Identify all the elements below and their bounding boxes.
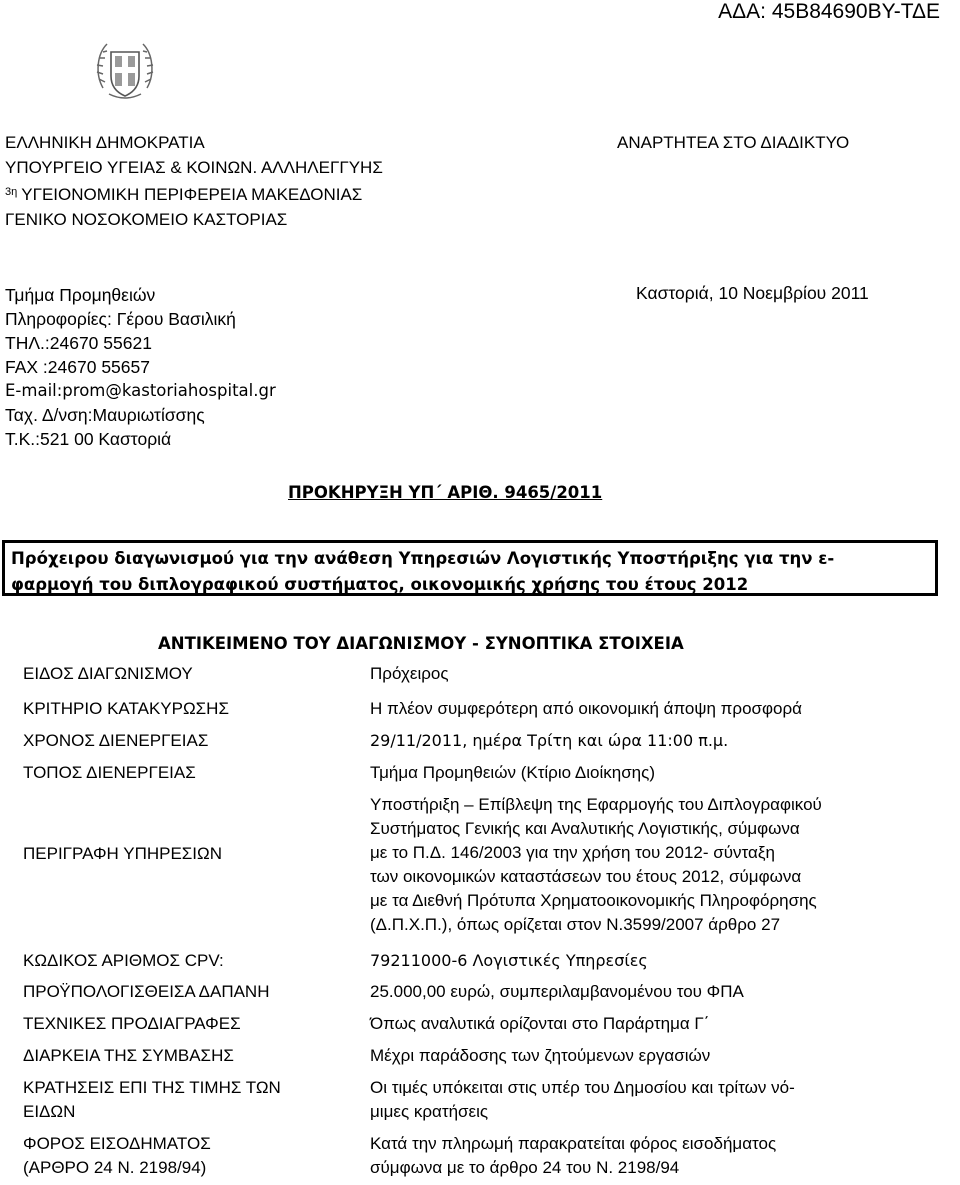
row-label-line: ΠΡΟΫΠΟΛΟΓΙΣΘΕΙΣΑ ΔΑΠΑΝΗ	[23, 982, 270, 1001]
row-value-line: Συστήματος Γενικής και Αναλυτικής Λογιστικής, σύμφωνα	[370, 819, 800, 838]
row-label	[23, 842, 222, 866]
header-line-4: ΓΕΝΙΚΟ ΝΟΣΟΚΟΜΕΙΟ ΚΑΣΤΟΡΙΑΣ	[5, 210, 288, 229]
region-prefix: 3η	[5, 186, 18, 198]
header-line-3: $^{3\eta}$ ΥΓΕΙΟΝΟΜΙΚΗ ΠΕΡΙΦΕΡΕΙΑ ΜΑΚΕΔΟΝΙΑΣ	[5, 185, 363, 204]
row-value-line: Η πλέον συμφερότερη από οικονομική άποψη προσφορά	[370, 699, 803, 718]
row-label-line: ΚΡΑΤΗΣΕΙΣ ΕΠΙ ΤΗΣ ΤΙΜΗΣ ΤΩΝ	[23, 1078, 281, 1097]
row-value-line: 25.000,00 ευρώ, συμπεριλαμβανομένου του ΦΠΑ	[370, 982, 744, 1001]
row-value-line: 79211000-6 Λογιστικές Υπηρεσίες	[370, 951, 648, 970]
publish-online-note: ΑΝΑΡΤΗΤΕΑ ΣΤΟ ΔΙΑΔΙΚΤΥΟ	[617, 133, 850, 152]
row-value-line: μιμες κρατήσεις	[370, 1102, 489, 1121]
row-value	[370, 980, 744, 1004]
row-label-line: ΔΙΑΡΚΕΙΑ ΤΗΣ ΣΥΜΒΑΣΗΣ	[23, 1046, 234, 1065]
header-line-2: ΥΠΟΥΡΓΕΙΟ ΥΓΕΙΑΣ & ΚΟΙΝΩΝ. ΑΛΛΗΛΕΓΓΥΗΣ	[5, 158, 383, 177]
row-label	[23, 949, 224, 973]
greek-emblem-icon	[93, 38, 157, 104]
row-value-line: των οικονομικών καταστάσεων του έτους 2012, σύμφωνα	[370, 867, 802, 886]
row-label	[23, 761, 196, 785]
row-value	[370, 949, 648, 973]
row-label-line: ΦΟΡΟΣ ΕΙΣΟΔΗΜΑΤΟΣ	[23, 1134, 211, 1153]
row-label	[23, 1012, 241, 1036]
row-value-line: Υποστήριξη – Επίβλεψη της Εφαρμογής του Διπλογραφικού	[370, 795, 822, 814]
row-value	[370, 662, 449, 686]
row-value	[370, 793, 822, 937]
row-label	[23, 980, 269, 1004]
row-value	[370, 761, 655, 785]
postal-code: Τ.Κ.:521 00 Καστοριά	[5, 429, 172, 449]
proclamation-number: ΠΡΟΚΗΡΥΞΗ ΥΠ΄ ΑΡΙΘ. 9465/2011	[288, 483, 603, 502]
ada-code: ΑΔΑ: 45Β84690ΒΥ-ΤΔΕ	[718, 0, 940, 23]
row-label	[23, 729, 208, 753]
row-label-line: ΚΡΙΤΗΡΙΟ ΚΑΤΑΚΥΡΩΣΗΣ	[23, 699, 229, 718]
row-label	[23, 1132, 211, 1180]
row-value	[370, 697, 802, 721]
postal-address: Ταχ. Δ/νση:Μαυριωτίσσης	[5, 405, 205, 425]
email: E-mail:prom@kastoriahospital.gr	[5, 381, 276, 400]
row-label	[23, 697, 229, 721]
document-date: Καστοριά, 10 Νοεμβρίου 2011	[636, 283, 869, 303]
telephone: ΤΗΛ.:24670 55621	[5, 333, 152, 353]
contact-info	[5, 283, 276, 451]
row-value-line: με τα Διεθνή Πρότυπα Χρηματοοικονομικής Πληροφόρησης	[370, 891, 817, 910]
row-label-line: (ΑΡΘΡΟ 24 Ν. 2198/94)	[23, 1158, 207, 1177]
tender-title-line-1: Πρόχειρου διαγωνισμού για την ανάθεση Υπηρεσιών Λογιστικής Υποστήριξης για την ε-	[11, 549, 835, 568]
header-line-1: ΕΛΛΗΝΙΚΗ ΔΗΜΟΚΡΑΤΙΑ	[5, 133, 205, 152]
fax: FAX :24670 55657	[5, 357, 150, 377]
row-value-line: σύμφωνα με το άρθρο 24 του Ν. 2198/94	[370, 1158, 680, 1177]
row-label	[23, 1044, 234, 1068]
subject-heading: ΑΝΤΙΚΕΙΜΕΝΟ ΤΟΥ ΔΙΑΓΩΝΙΣΜΟΥ - ΣΥΝΟΠΤΙΚΑ ΣΤΟΙΧΕΙΑ	[158, 634, 684, 653]
row-value-line: Οι τιμές υπόκειται στις υπέρ του Δημοσίου και τρίτων νό-	[370, 1078, 795, 1097]
row-value-line: Μέχρι παράδοσης των ζητούμενων εργασιών	[370, 1046, 711, 1065]
row-label-line: ΕΙΔΟΣ ΔΙΑΓΩΝΙΣΜΟΥ	[23, 664, 193, 683]
row-label-line: ΧΡΟΝΟΣ ΔΙΕΝΕΡΓΕΙΑΣ	[23, 731, 209, 750]
row-value-line: Τμήμα Προμηθειών (Κτίριο Διοίκησης)	[370, 763, 655, 782]
row-value-line: Όπως αναλυτικά ορίζονται στο Παράρτημα Γ΄	[370, 1014, 710, 1033]
row-label-line: ΕΙΔΩΝ	[23, 1102, 76, 1121]
row-label	[23, 662, 193, 686]
row-value	[370, 729, 728, 753]
row-value-line: Κατά την πληρωμή παρακρατείται φόρος εισοδήματος	[370, 1134, 777, 1153]
email-link[interactable]: prom@kastoriahospital.gr	[62, 381, 276, 400]
row-value-line: (Δ.Π.Χ.Π.), όπως ορίζεται στον Ν.3599/2007 άρθρο 27	[370, 915, 781, 934]
row-value-line: με το Π.Δ. 146/2003 για την χρήση του 2012- σύνταξη	[370, 843, 775, 862]
row-value-line: 29/11/2011, ημέρα Τρίτη και ώρα 11:00 π.μ.	[370, 731, 729, 750]
row-value	[370, 1044, 710, 1068]
row-value	[370, 1132, 776, 1180]
row-label-line: ΤΟΠΟΣ ΔΙΕΝΕΡΓΕΙΑΣ	[23, 763, 196, 782]
row-value	[370, 1012, 709, 1036]
row-value-line: Πρόχειρος	[370, 664, 449, 683]
tender-title-line-2: φαρμογή του διπλογραφικού συστήματος, οικονομικής χρήσης του έτους 2012	[11, 575, 749, 594]
row-label-line: ΤΕΧΝΙΚΕΣ ΠΡΟΔΙΑΓΡΑΦΕΣ	[23, 1014, 241, 1033]
department: Τμήμα Προμηθειών	[5, 285, 156, 305]
row-label-line: ΚΩΔΙΚΟΣ ΑΡΙΘΜΟΣ CPV:	[23, 951, 224, 970]
contact-person: Πληροφορίες: Γέρου Βασιλική	[5, 309, 236, 329]
issuer-header	[5, 130, 383, 232]
row-label-line: ΠΕΡΙΓΡΑΦΗ ΥΠΗΡΕΣΙΩΝ	[23, 844, 223, 863]
row-value	[370, 1076, 795, 1124]
tender-title-box	[2, 540, 938, 596]
row-label	[23, 1076, 281, 1124]
